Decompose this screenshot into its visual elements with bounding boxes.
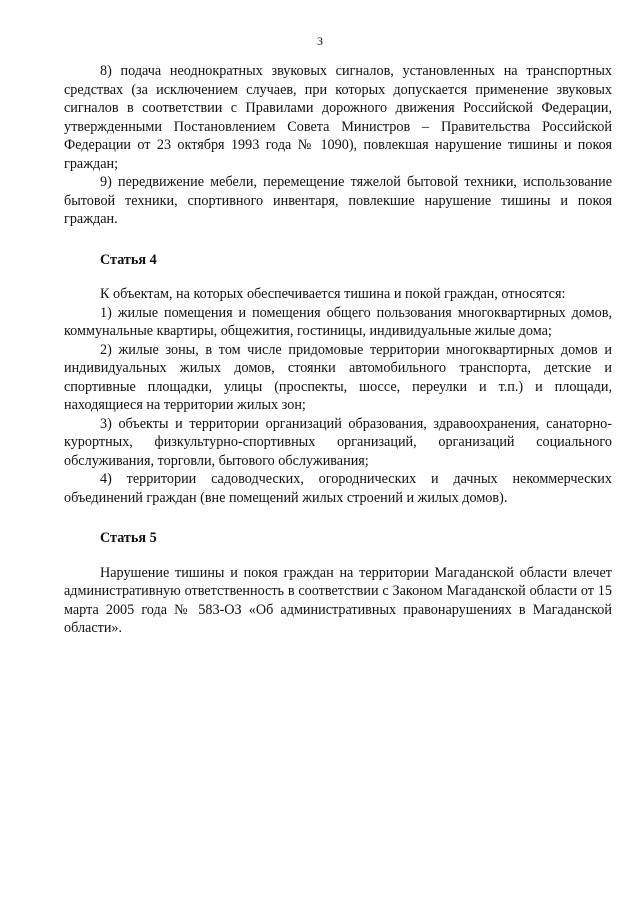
- article-4-item-4: 4) территории садоводческих, огороднических и дачных некоммерческих объединений граждан (вне помещений жилых строений и жилых домов).: [64, 471, 612, 506]
- page-number: 3: [317, 34, 323, 48]
- article-4-heading: Статья 4: [100, 251, 157, 268]
- article-5-paragraph: Нарушение тишины и покоя граждан на территории Магаданской области влечет административную ответственность в соответствии с Законом Магаданской области от 15 марта 2005 года № 583-ОЗ «Об административных правонарушениях в Магаданской области».: [64, 564, 612, 636]
- list-item-8: 8) подача неоднократных звуковых сигналов, установленных на транспортных средствах (за исключением случаев, при которых допускается применение звуковых сигналов в соответствии с Правилами дорожного движения Российской Федерации, утвержденными Постановлением Совета Министров – Правительства Российской Федерации от 23 октября 1993 года № 1090), повлекшая нарушение тишины и покоя граждан;: [64, 63, 612, 172]
- document-body: [64, 62, 612, 638]
- article-4-item-2: 2) жилые зоны, в том числе придомовые территории многоквартирных домов и индивидуальных жилых домов, стоянки автомобильного транспорта, детские и спортивные площадки, улицы (проспекты, шоссе, переулки и т.п.) и площади, находящиеся на территории жилых зон;: [64, 341, 612, 413]
- list-item-9: 9) передвижение мебели, перемещение тяжелой бытовой техники, использование бытовой техники, спортивного инвентаря, повлекшие нарушение тишины и покоя граждан.: [64, 174, 612, 227]
- article-5-heading: Статья 5: [100, 530, 157, 546]
- article-4-intro: К объектам, на которых обеспечивается тишина и покой граждан, относятся:: [100, 286, 566, 302]
- article-4-item-1: 1) жилые помещения и помещения общего пользования многоквартирных домов, коммунальные квартиры, общежития, гостиницы, индивидуальные жилые дома;: [64, 304, 612, 339]
- article-4-item-3: 3) объекты и территории организаций образования, здравоохранения, санаторно-курортных, физкультурно-спортивных организаций, организаций социального обслуживания, торговли, бытового обслуживания;: [64, 415, 612, 469]
